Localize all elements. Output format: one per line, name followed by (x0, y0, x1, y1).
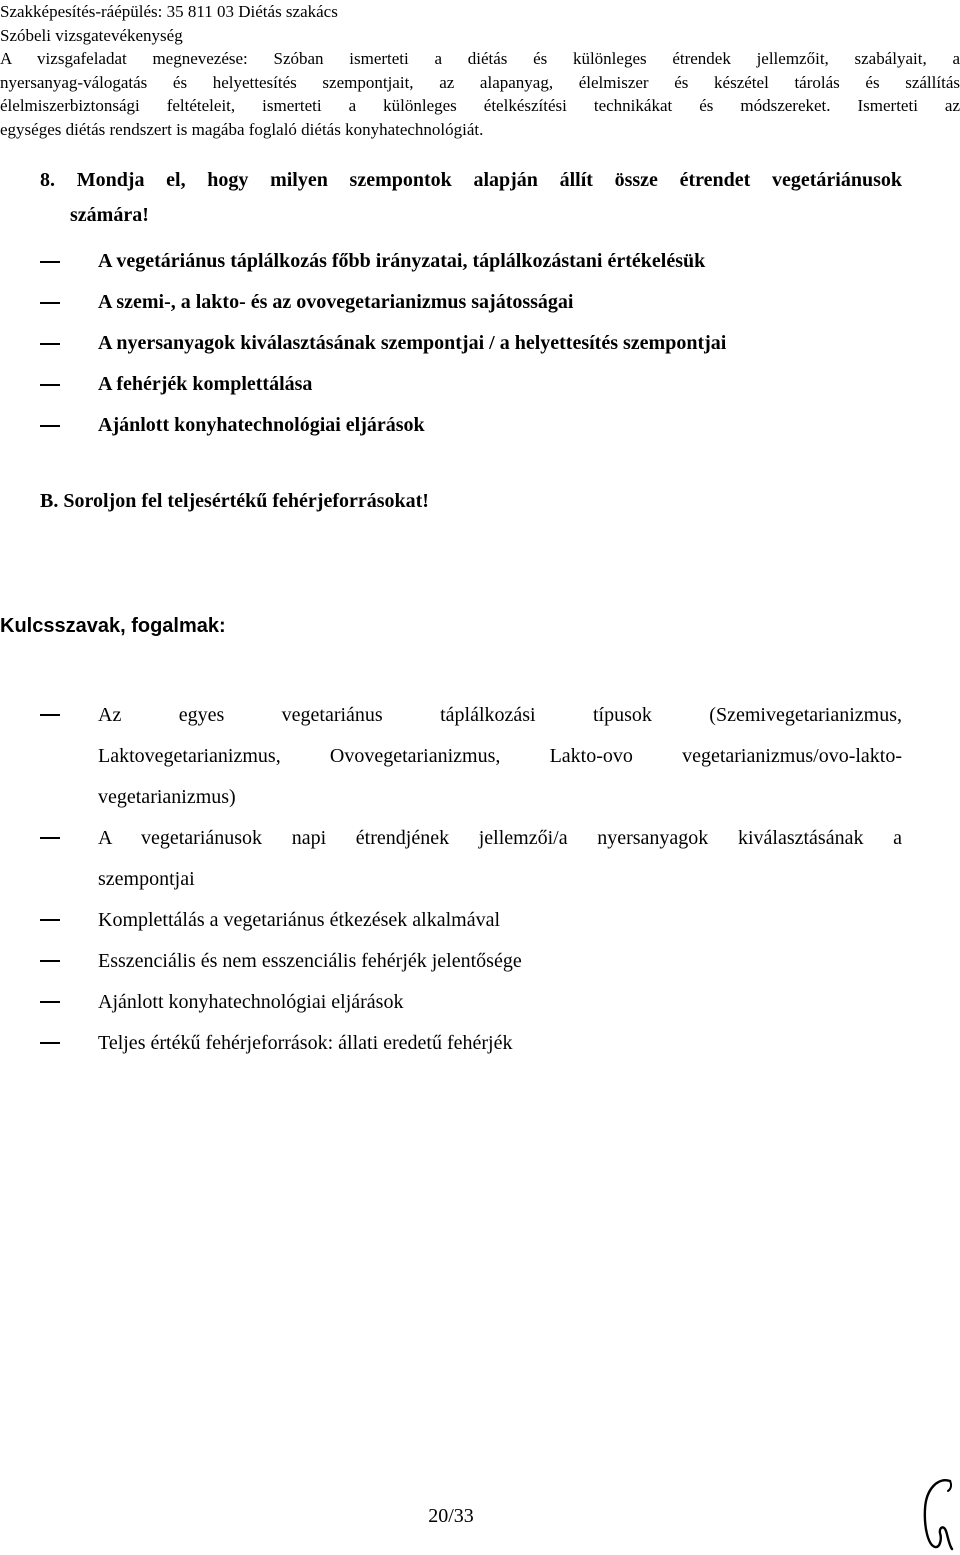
header-task-line-2: nyersanyag-válogatás és helyettesítés szempontjait, az alapanyag, élelmiszer és készétel tárolás és szállítás (0, 72, 960, 92)
header-task-line-4: egységes diétás rendszert is magába foglaló diétás konyhatechnológiát. (0, 119, 484, 139)
question-text-line-2: számára! (70, 204, 149, 226)
dash-bullet-icon (40, 1001, 60, 1003)
dash-bullet-icon (40, 425, 60, 427)
list-item: A vegetáriánus táplálkozás főbb irányzatai, táplálkozástani értékelésük (0, 244, 960, 285)
list-item (0, 1023, 902, 1064)
header-qualification: Szakképesítés-ráépülés: 35 811 03 Diétás szakács (0, 2, 338, 21)
list-item: A szemi-, a lakto- és az ovovegetarianizmus sajátosságai (0, 285, 960, 326)
dash-bullet-icon (40, 261, 60, 263)
dash-bullet-icon (40, 302, 60, 304)
list-item: A fehérjék komplettálása (0, 367, 960, 408)
header-exam-type: Szóbeli vizsgatevékenység (0, 25, 183, 45)
dash-bullet-icon (40, 714, 60, 716)
keyword-text: Esszenciális és nem esszenciális fehérjék jelentősége (98, 950, 522, 972)
sub-question: B. Soroljon fel teljesértékű fehérjeforrásokat! (40, 490, 429, 512)
dash-bullet-icon (40, 384, 60, 386)
keywords-heading: Kulcsszavak, fogalmak: (0, 615, 226, 637)
keyword-text: Az egyes vegetariánus táplálkozási típusok (Szemivegetarianizmus, (98, 704, 902, 726)
question-title (40, 163, 902, 233)
question-number: 8. (40, 169, 55, 191)
keyword-text: vegetarianizmus) (98, 786, 236, 808)
list-item: Ajánlott konyhatechnológiai eljárások (0, 408, 960, 449)
keywords-list (0, 695, 960, 1064)
question-text-line-1: Mondja el, hogy milyen szempontok alapján állít össze étrendet vegetáriánusok (76, 169, 902, 191)
keyword-text: Ajánlott konyhatechnológiai eljárások (98, 991, 404, 1013)
list-item (0, 818, 902, 900)
keyword-text: szempontjai (98, 868, 195, 890)
dash-bullet-icon (40, 960, 60, 962)
list-item (0, 941, 902, 982)
list-item (0, 982, 902, 1023)
keyword-text: Teljes értékű fehérjeforrások: állati eredetű fehérjék (98, 1032, 513, 1054)
header-task-line-1: A vizsgafeladat megnevezése: Szóban ismerteti a diétás és különleges étrendek jellemzőit, szabályait, a (0, 49, 960, 68)
list-item (0, 900, 902, 941)
dash-bullet-icon (40, 837, 60, 839)
page-header (0, 0, 960, 141)
dash-bullet-icon (40, 1042, 60, 1044)
keyword-text: A vegetariánusok napi étrendjének jellemzői/a nyersanyagok kiválasztásának a (98, 827, 902, 849)
handwritten-initial-icon (918, 1475, 958, 1553)
list-item: A nyersanyagok kiválasztásának szempontjai / a helyettesítés szempontjai (0, 326, 960, 367)
dash-bullet-icon (40, 343, 60, 345)
question-bullet-list (0, 244, 960, 449)
header-task-line-3: élelmiszerbiztonsági feltételeit, ismerteti a különleges ételkészítési technikákat és módszereket. Ismerteti az (0, 96, 960, 115)
dash-bullet-icon (40, 919, 60, 921)
keyword-text: Laktovegetarianizmus, Ovovegetarianizmus, Lakto-ovo vegetarianizmus/ovo-lakto- (98, 745, 902, 767)
page-number: 20/33 (428, 1505, 474, 1527)
list-item (0, 695, 902, 818)
keyword-text: Komplettálás a vegetariánus étkezések alkalmával (98, 909, 501, 931)
